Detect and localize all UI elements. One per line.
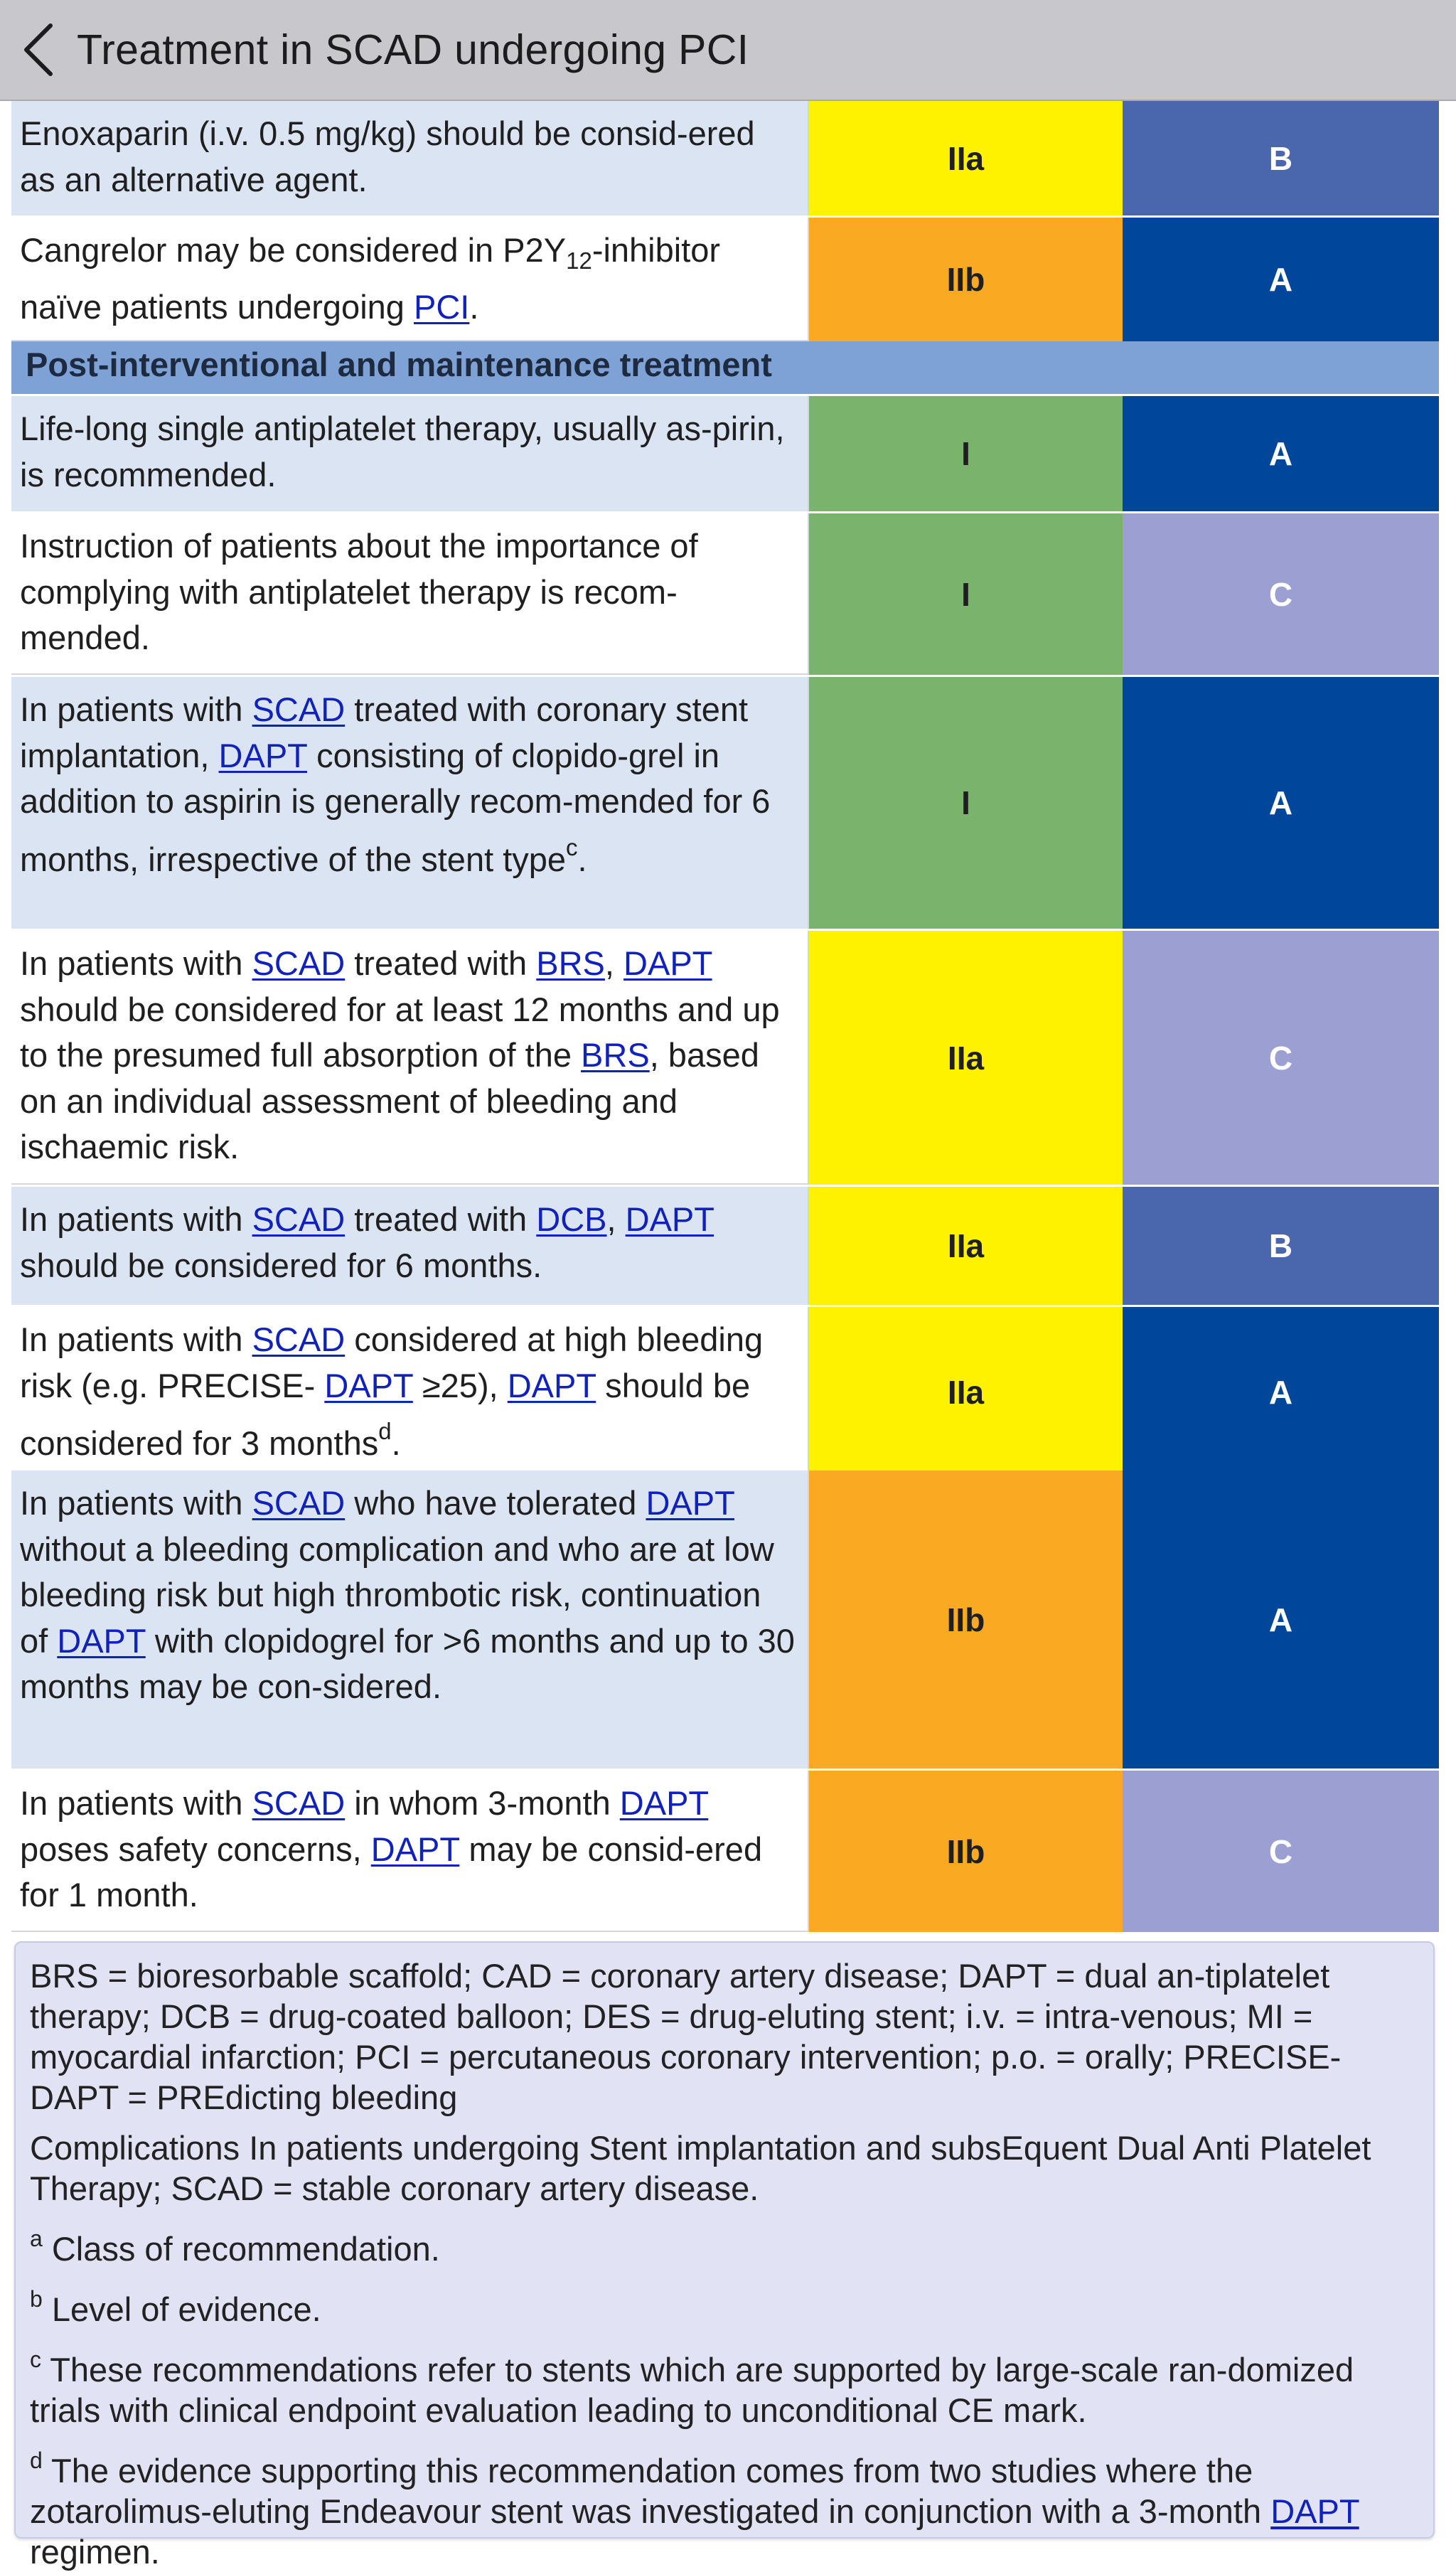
table-row <box>11 101 1439 218</box>
text-segment: In patients with <box>20 1320 252 1358</box>
level-cell: B <box>1123 101 1439 215</box>
footnote-c <box>30 2339 1418 2430</box>
text-segment: who have tolerated <box>345 1484 646 1522</box>
text-segment: -inhibitor naïve patients undergoing <box>20 231 721 326</box>
level-cell: C <box>1123 513 1439 675</box>
text-segment: Life-long single antiplatelet therapy, usually as-pirin, is recommended. <box>20 410 785 493</box>
table-row <box>11 513 1439 677</box>
text-segment: in whom 3-month <box>345 1784 620 1822</box>
text-segment: In patients with <box>20 1784 252 1822</box>
footnote-d-text: The evidence supporting this recommendation comes from two studies where the zotarolimus-eluting Endeavour stent was investigated in conjunction with a 3-month <box>30 2452 1271 2530</box>
recommendation-text <box>11 1187 809 1305</box>
text-segment: consisting of clopido-grel in addition to aspirin is generally recom-mended for 6 months, irrespective of the stent type <box>20 736 771 878</box>
recommendation-text <box>11 1471 809 1768</box>
footnote-b <box>30 2279 1418 2330</box>
abbreviation-link[interactable]: DAPT <box>324 1366 413 1404</box>
back-button[interactable] <box>0 0 77 100</box>
recommendation-text <box>11 396 809 511</box>
text-segment: without a bleeding complication and who are at low bleeding risk but high thrombotic risk, continuation of <box>20 1530 774 1660</box>
class-cell: I <box>809 677 1123 929</box>
footnote-abbreviations: BRS = bioresorbable scaffold; CAD = coronary artery disease; DAPT = dual an-tiplatelet therapy; DCB = drug-coated balloon; DES = drug-eluting stent; i.v. = intra-venous; MI = myocardial infarction; PCI = percutaneous coronary intervention; p.o. = orally; PRECISE-DAPT = PREdicting bleeding <box>30 1957 1342 2116</box>
text-segment: In patients with <box>20 690 252 728</box>
footnote-b-mark: b <box>30 2286 43 2312</box>
table-row <box>11 1771 1439 1934</box>
table-row <box>11 1307 1439 1471</box>
text-segment: . <box>577 840 587 878</box>
level-cell: A <box>1123 677 1439 929</box>
class-cell: IIa <box>809 931 1123 1185</box>
level-cell: C <box>1123 931 1439 1185</box>
recommendation-text <box>11 218 809 341</box>
footnotes-panel <box>14 1941 1435 2571</box>
recommendation-text <box>11 1771 809 1932</box>
level-cell: A <box>1123 218 1439 341</box>
footnote-d-mark: d <box>30 2448 43 2473</box>
text-segment: , <box>604 944 624 982</box>
text-segment: may be consid-ered for 1 month. <box>20 1830 763 1914</box>
abbreviation-link[interactable]: DAPT <box>507 1366 596 1404</box>
text-segment: should be considered for at least 12 months and up to the presumed full absorption of the <box>20 990 780 1074</box>
class-cell: IIa <box>809 1187 1123 1305</box>
table-row <box>11 931 1439 1187</box>
table-row <box>11 396 1439 513</box>
abbreviation-link[interactable]: SCAD <box>252 1200 346 1238</box>
footnote-c-mark: c <box>30 2347 41 2372</box>
abbreviation-link[interactable]: DAPT <box>646 1484 734 1522</box>
level-cell: A <box>1123 396 1439 511</box>
abbreviation-link[interactable]: DAPT <box>57 1621 146 1660</box>
nav-bar <box>0 0 1456 101</box>
level-cell: A <box>1123 1471 1439 1768</box>
abbreviation-link[interactable]: PCI <box>413 287 470 326</box>
table-rows-top <box>11 101 1439 335</box>
abbreviation-link[interactable]: BRS <box>581 1036 650 1074</box>
table-row <box>11 218 1439 335</box>
text-segment: Cangrelor may be considered in P2Y <box>20 231 567 269</box>
abbreviation-link[interactable]: SCAD <box>252 1784 346 1822</box>
footnote-abbreviations-cont: Complications In patients undergoing Stent implantation and subsEquent Dual Anti Platelet Therapy; SCAD = stable coronary artery disease. <box>30 2129 1371 2207</box>
subscript: 12 <box>566 247 592 274</box>
level-cell: C <box>1123 1771 1439 1932</box>
footnote-a-text: Class of recommendation. <box>42 2230 440 2268</box>
text-segment: should be considered for 6 months. <box>20 1246 542 1284</box>
page-title: Treatment in SCAD undergoing PCI <box>77 26 749 73</box>
abbreviation-link[interactable]: SCAD <box>252 944 346 982</box>
text-segment: In patients with <box>20 1200 252 1238</box>
footnote-d <box>30 2440 1418 2572</box>
level-cell: B <box>1123 1187 1439 1305</box>
abbreviation-link[interactable]: DAPT <box>623 944 712 982</box>
table-row <box>11 677 1439 931</box>
text-segment: ≥25), <box>412 1366 508 1404</box>
text-segment: Instruction of patients about the importance of complying with antiplatelet therapy is recom-mended. <box>20 527 698 656</box>
class-cell: I <box>809 513 1123 675</box>
recommendation-text <box>11 513 809 675</box>
abbreviation-link[interactable]: SCAD <box>252 1484 346 1522</box>
text-segment: treated with <box>345 944 537 982</box>
recommendation-text <box>11 677 809 929</box>
text-segment: , <box>606 1200 626 1238</box>
abbreviation-link[interactable]: DAPT <box>625 1200 714 1238</box>
footnote-c-text: These recommendations refer to stents which are supported by large-scale ran-domized trials with clinical endpoint evaluation leading to unconditional CE mark. <box>30 2351 1354 2429</box>
footnote-b-text: Level of evidence. <box>42 2290 321 2328</box>
footnote-a <box>30 2219 1418 2269</box>
text-segment: , based on an individual assessment of bleeding and ischaemic risk. <box>20 1036 759 1165</box>
text-segment: with clopidogrel for >6 months and up to 30 months may be con-sidered. <box>20 1621 795 1705</box>
abbreviation-link[interactable]: DCB <box>536 1200 607 1238</box>
class-cell: IIb <box>809 218 1123 341</box>
abbreviation-link[interactable]: DAPT <box>619 1784 709 1822</box>
class-cell: IIb <box>809 1771 1123 1932</box>
class-cell: IIa <box>809 101 1123 215</box>
text-segment: . <box>391 1424 401 1462</box>
table-row <box>11 1187 1439 1307</box>
abbreviation-link[interactable]: SCAD <box>252 1320 346 1358</box>
chevron-left-icon <box>21 21 56 78</box>
recommendation-text <box>11 1307 809 1478</box>
abbreviation-link[interactable]: BRS <box>536 944 605 982</box>
class-cell: IIa <box>809 1307 1123 1478</box>
text-segment: Enoxaparin (i.v. 0.5 mg/kg) should be consid-ered as an alternative agent. <box>20 114 755 198</box>
abbreviation-link[interactable]: DAPT <box>218 736 308 774</box>
footnote-ref: c <box>566 833 578 860</box>
text-segment: In patients with <box>20 1484 252 1522</box>
footnote-d-end: regimen. <box>30 2533 160 2571</box>
text-segment: treated with coronary stent implantation, <box>20 690 749 774</box>
table-row <box>11 1471 1439 1771</box>
text-segment: poses safety concerns, <box>20 1830 371 1868</box>
abbreviation-link[interactable]: DAPT <box>370 1830 460 1868</box>
footnote-a-mark: a <box>30 2226 43 2251</box>
footnote-ref: d <box>378 1418 392 1444</box>
text-segment: treated with <box>345 1200 537 1238</box>
text-segment: considered at high bleeding risk (e.g. PRECISE- <box>20 1320 764 1404</box>
abbreviation-link[interactable]: SCAD <box>252 690 346 728</box>
recommendation-text <box>11 931 809 1185</box>
class-cell: IIb <box>809 1471 1123 1768</box>
recommendation-text <box>11 101 809 215</box>
table-rows-main <box>11 396 1439 1934</box>
text-segment: . <box>469 287 479 326</box>
text-segment: In patients with <box>20 944 252 982</box>
recommendations-table <box>11 101 1439 1934</box>
class-cell: I <box>809 396 1123 511</box>
section-header: Post-interventional and maintenance treatment <box>11 335 1439 396</box>
text-segment: should be considered for 3 months <box>20 1366 751 1462</box>
footnote-dapt-link[interactable]: DAPT <box>1270 2492 1359 2530</box>
level-cell: A <box>1123 1307 1439 1478</box>
